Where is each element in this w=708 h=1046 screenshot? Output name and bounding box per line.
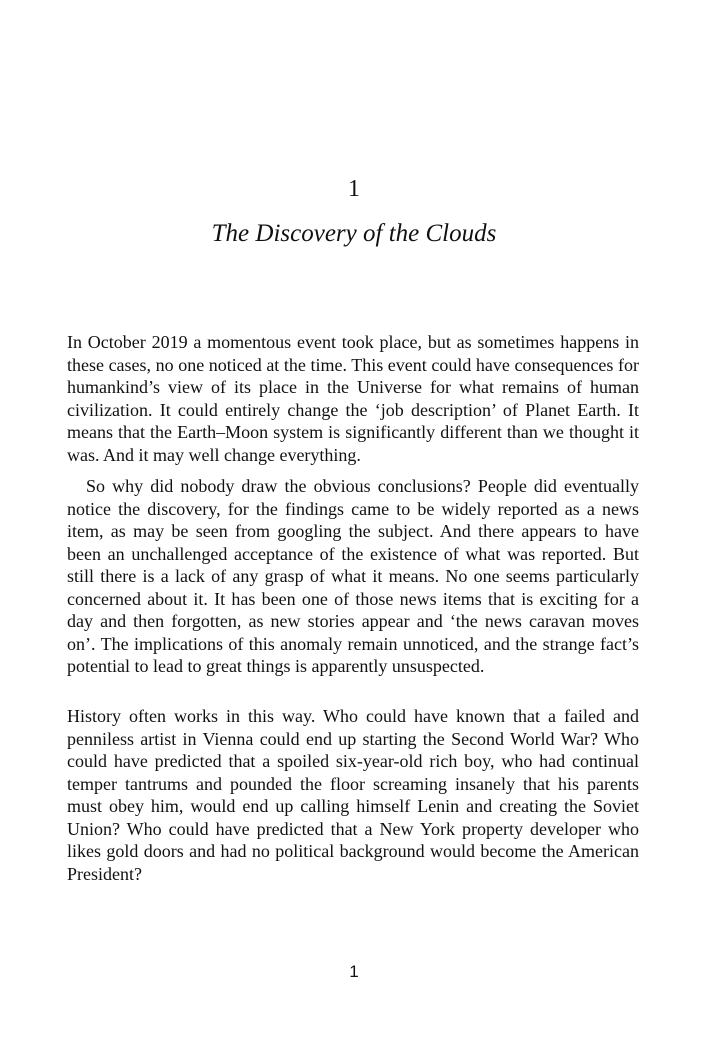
paragraph-text: In October 2019 a momentous event took place, but as sometimes happens in these cases, no one noticed at the time. This event could have consequences for humankind’s view of its place in the Universe for what remains of human civilization. It could entirely change the ‘job description’ of Planet Earth. It means that the Earth–Moon system is significantly different than we thought it was. And it may well change everything. — [67, 332, 639, 465]
body-paragraph-2 — [67, 475, 639, 678]
chapter-title: The Discovery of the Clouds — [211, 220, 497, 247]
chapter-number: 1 — [348, 176, 360, 202]
paragraph-text: So why did nobody draw the obvious conclusions? People did eventually notice the discovery, for the findings came to be widely reported as a news item, as may be seen from googling the subject. And there appears to have been an unchallenged acceptance of the existence of what was reported. But still there is a lack of any grasp of what it means. No one seems particularly concerned about it. It has been one of those news items that is exciting for a day and then forgotten, as new stories appear and ‘the news caravan moves on’. The implications of this anomaly remain unnoticed, and the strange fact’s potential to lead to great things is apparently unsuspected. — [67, 476, 639, 676]
page-number: 1 — [349, 962, 359, 981]
body-paragraph-3 — [67, 705, 639, 885]
body-paragraph-1 — [67, 331, 639, 466]
paragraph-text: History often works in this way. Who could have known that a failed and penniless artist in Vienna could end up starting the Second World War? Who could have predicted that a spoiled six-year-old rich boy, who had continual temper tantrums and pounded the floor screaming insanely that his parents must obey him, would end up calling himself Lenin and creating the Soviet Union? Who could have predicted that a New York property developer who likes gold doors and had no political background would become the American President? — [67, 706, 639, 884]
